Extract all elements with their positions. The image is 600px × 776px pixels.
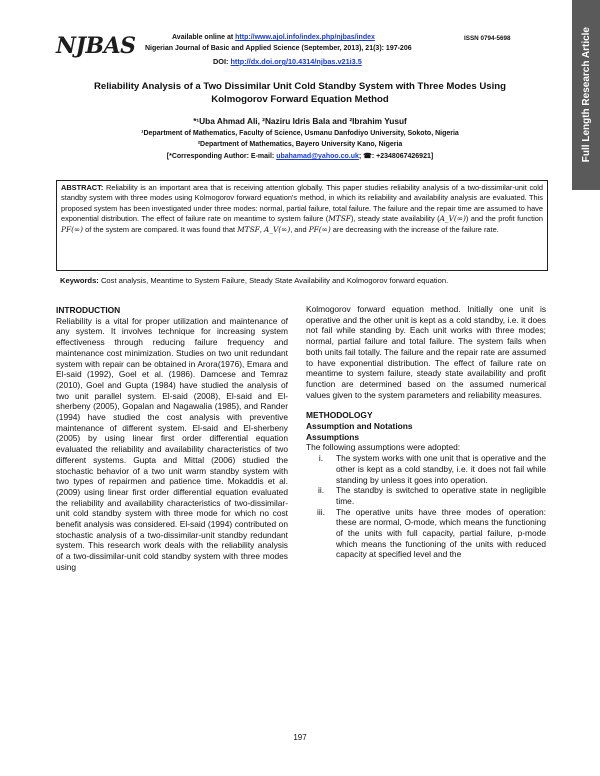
assumption-text: The operative units have three modes of operation: these are normal, O-mode, which means the functioning of the units with full capacity, partial failure, p-mode which means the functioning of the units with reduced capacity at specified level and the xyxy=(336,506,546,560)
article-type-label: Full Length Research Article xyxy=(580,27,592,163)
doi-line xyxy=(213,57,362,66)
keywords-label: Keywords: xyxy=(60,276,99,285)
journal-citation: Nigerian Journal of Basic and Applied Science (September, 2013), 21(3): 197-206 xyxy=(145,45,412,52)
abstract-text-4: of the system are compared. It was found that xyxy=(83,224,238,234)
issn: ISSN 0794-5698 xyxy=(464,35,511,42)
corresponding-author xyxy=(0,152,600,160)
keywords xyxy=(60,276,550,285)
assumption-text: The standby is switched to operative state in negligible time. xyxy=(336,485,546,506)
assumption-item xyxy=(306,453,546,485)
availability-symbol-2: A_V(∞) xyxy=(263,224,291,234)
title-line-1: Reliability Analysis of a Two Dissimilar Unit Cold Standby System with Three Modes Using xyxy=(93,81,507,92)
introduction-paragraph: Reliability is a vital for proper utilization and maintenance of any system. It involves technique for increasing system effectiveness through reducing failure frequency and maintenance cost minimization. Studies on two unit redundant system with repair can be obtained in Arora(1976), Emara and El-said (1992), Goel et al. (1986). Damcese and Temraz (2010), Goel and Gupta (1984) have studied the analysis of two unit parallel system. El-said (2008), El-said and El- sherbeny (2005), Gopalan and Nagawalia (1985), and Rander (1994) have studied the cost analysis with preventive maintenance of different system. El-said and El-sherbeny (2005) by using linear first order differential equation evaluated the reliability and availability characteristics of two different systems. Gupta and Mittal (2006) studied the stochastic behavior of a two unit warm standby system with two types of repairmen and patience time. Mokaddis et al. (2009) using linear first order differential equation evaluated the reliability and availability characteristics of two-dissimilar-unit cold standby system with three mode for which no cost benefit analysis was considered. El-said (1994) contributed on stochastic analysis of a two-dissimilar-unit standby redundant system. This research work deals with the reliability analysis of a two-dissimilar-unit cold standby system with three modes using xyxy=(56,315,288,572)
keywords-text: Cost analysis, Meantime to System Failure, Steady State Availability and Kolmogorov forward equation. xyxy=(98,276,449,285)
intro-continued-paragraph: Kolmogorov forward equation method. Initially one unit is operative and the other unit is kept as a cold standby, i.e. it does not fail while standing by. Each unit works with three modes; normal, partial failure and total failure. The system fails when both units fail totally. The failure and the repair rate are assumed to have exponential distribution. The effect of failure rate on meantime to system failure, steady state availability and profit function are determined based on the assumed numerical values given to the system parameters and reliability measures. xyxy=(306,304,546,400)
abstract-text-2: ), steady state availability ( xyxy=(350,214,440,224)
doi-prefix: DOI: xyxy=(213,57,231,66)
assumptions-intro: The following assumptions were adopted: xyxy=(306,442,461,453)
journal-url-link[interactable]: http://www.ajol.info/index.php/njbas/index xyxy=(235,34,375,41)
right-column xyxy=(306,304,546,560)
abstract-text-7: are decreasing with the increase of the failure rate. xyxy=(330,224,499,234)
assumption-item xyxy=(306,507,546,561)
assumption-notation-heading: Assumption and Notations xyxy=(306,421,413,432)
assumption-text: The system works with one unit that is operative and the other is kept as a cold standby, i.e. it does not fail while standing by unless it goes into operation. xyxy=(336,453,546,485)
assumptions-heading: Assumptions xyxy=(306,431,360,442)
profit-symbol: PF(∞) xyxy=(61,224,84,234)
abstract-label: ABSTRACT: xyxy=(61,183,104,192)
affiliation-2: ²Department of Mathematics, Bayero University Kano, Nigeria xyxy=(197,141,403,148)
paper-title xyxy=(70,80,530,106)
profit-symbol-2: PF(∞) xyxy=(308,224,331,234)
availability-line xyxy=(172,34,375,41)
abstract-text-3: ) and the profit function xyxy=(465,214,543,224)
introduction-heading: INTRODUCTION xyxy=(56,305,121,315)
abstract-text-5: , xyxy=(259,224,264,234)
abstract-text-6: , and xyxy=(290,224,309,234)
affiliation-1: ¹Department of Mathematics, Faculty of Science, Usmanu Danfodiyo University, Sokoto, Nigeria xyxy=(141,130,459,137)
left-column xyxy=(56,305,288,573)
mtsf-symbol: MTSF xyxy=(328,214,351,224)
mtsf-symbol-2: MTSF xyxy=(237,224,260,234)
abstract-text-1: Reliability is an important area that is receiving attention globally. This paper studies reliability analysis of a two-dissimilar-unit cold standby system with three modes using Kolmogorov forward equation's method, in which its reliability and availability analysis are evaluated. This proposed system has been investigated under three modes: normal, partial failure, total failure. The failure and the repair time are assumed to have exponential distribution. The effect of failure rate on meantime to system failure ( xyxy=(61,183,543,224)
methodology-heading: METHODOLOGY xyxy=(306,410,373,421)
assumption-number: iii. xyxy=(317,506,325,517)
availability-symbol: A_V(∞) xyxy=(439,214,466,224)
assumption-number: ii. xyxy=(317,485,325,496)
corresponding-prefix: [*Corresponding Author: E-mail: xyxy=(166,153,277,160)
journal-logo: NJBAS xyxy=(56,33,136,59)
author-email-link[interactable]: ubahamad@yahoo.co.uk xyxy=(276,153,359,160)
authors: *¹Uba Ahmad Ali, ²Naziru Idris Bala and ²Ibrahim Yusuf xyxy=(193,116,407,126)
abstract-box xyxy=(56,180,548,271)
assumption-number: i. xyxy=(318,453,324,464)
page-number: 197 xyxy=(293,733,307,742)
assumption-item xyxy=(306,485,546,506)
article-type-tab xyxy=(572,0,600,190)
doi-link[interactable]: http://dx.doi.org/10.4314/njbas.v21i3.5 xyxy=(230,57,362,66)
title-line-2: Kolmogorov Forward Equation Method xyxy=(211,94,389,105)
availability-prefix: Available online at xyxy=(172,34,236,41)
corresponding-suffix: ; ☎: +2348067426921] xyxy=(358,153,434,160)
